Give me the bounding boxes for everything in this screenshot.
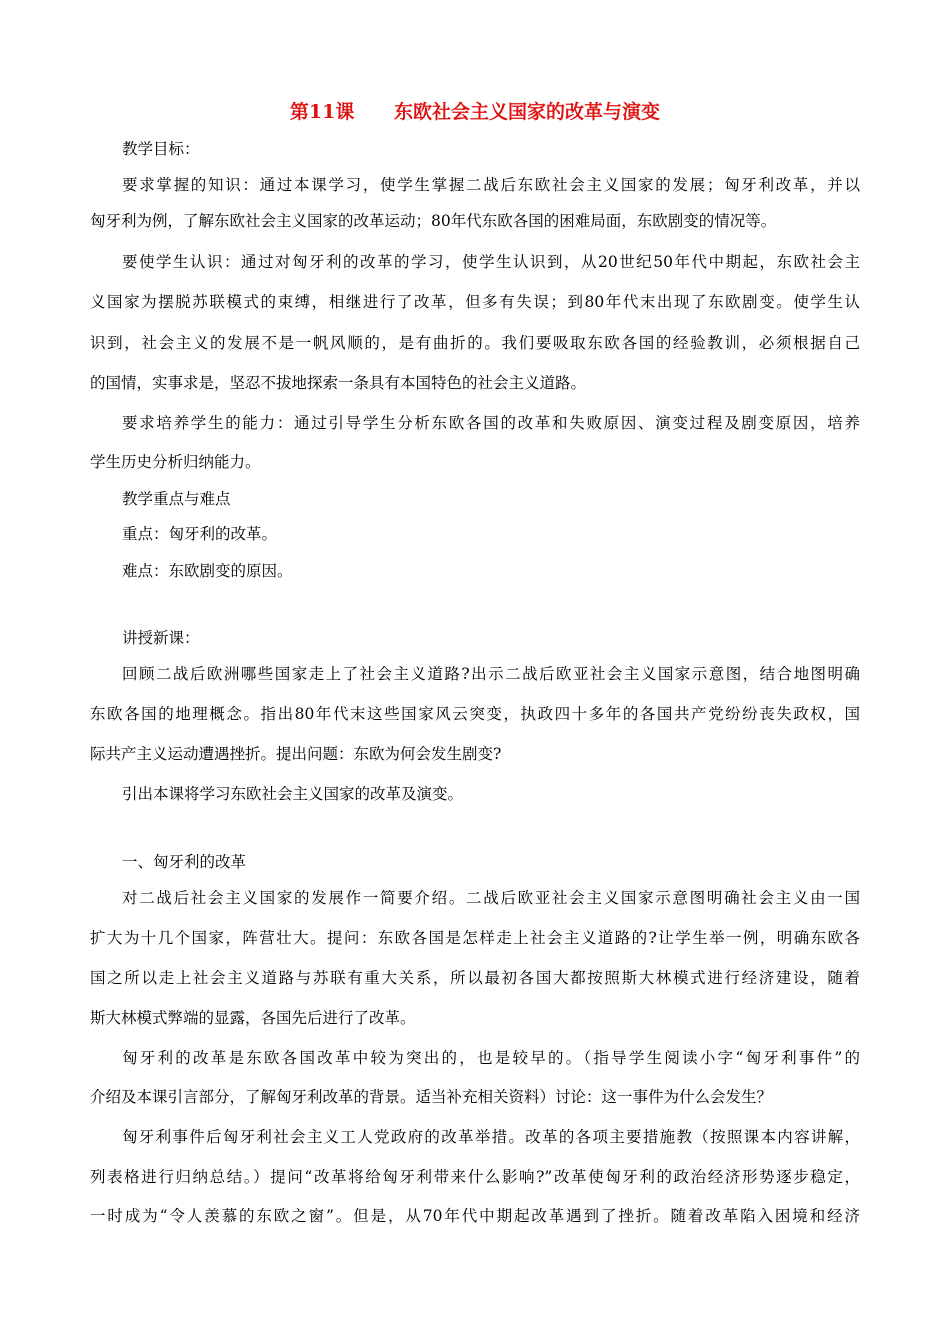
paragraph-line: 学生历史分析归纳能力。 [90, 453, 261, 471]
paragraph-line: 斯大林模式弊端的显露，各国先后进行了改革。 [90, 1009, 416, 1027]
section-label-new-lesson: 讲授新课： [122, 629, 200, 647]
paragraph-line: 引出本课将学习东欧社会主义国家的改革及演变。 [122, 785, 464, 803]
lesson-title: 第11课 东欧社会主义国家的改革与演变 [289, 101, 661, 123]
paragraph-line: 重点：匈牙利的改革。 [122, 525, 278, 543]
paragraph-line: 匈牙利事件后匈牙利社会主义工人党政府的改革举措。改革的各项主要措施教（按照课本内容讲解， [122, 1128, 860, 1146]
paragraph-line: 要求培养学生的能力：通过引导学生分析东欧各国的改革和失败原因、演变过程及剧变原因，培养 [122, 414, 860, 432]
paragraph-line: 匈牙利的改革是东欧各国改革中较为突出的，也是较早的。（指导学生阅读小字“匈牙利事件”的 [122, 1049, 860, 1067]
paragraph-line: 要求掌握的知识：通过本课学习，使学生掌握二战后东欧社会主义国家的发展；匈牙利改革，并以 [122, 176, 860, 194]
paragraph-line: 列表格进行归纳总结。）提问“改革将给匈牙利带来什么影响?”改革使匈牙利的政治经济形势逐步稳定， [90, 1168, 860, 1186]
paragraph-line: 难点：东欧剧变的原因。 [122, 562, 293, 580]
paragraph-line: 一时成为“令人羡慕的东欧之窗”。但是，从70年代中期起改革遇到了挫折。随着改革陷入困境和经济 [90, 1207, 860, 1225]
paragraph-line: 扩大为十几个国家，阵营壮大。提问：东欧各国是怎样走上社会主义道路的?让学生举一例，明确东欧各 [90, 929, 860, 947]
paragraph-line: 对二战后社会主义国家的发展作一简要介绍。二战后欧亚社会主义国家示意图明确社会主义由一国 [122, 889, 860, 907]
paragraph-line: 东欧各国的地理概念。指出80年代末这些国家风云突变，执政四十多年的各国共产党纷纷丧失政权，国 [90, 705, 860, 723]
section-label-objectives: 教学目标： [122, 140, 200, 158]
paragraph-line: 匈牙利为例，了解东欧社会主义国家的改革运动；80年代东欧各国的困难局面，东欧剧变的情况等。 [90, 212, 777, 230]
paragraph-line: 识到，社会主义的发展不是一帆风顺的，是有曲折的。我们要吸取东欧各国的经验教训，必须根据自己 [90, 334, 860, 352]
paragraph-line: 际共产主义运动遭遇挫折。提出问题：东欧为何会发生剧变? [90, 745, 502, 763]
section-heading-hungary-reform: 一、匈牙利的改革 [122, 853, 247, 871]
paragraph-line: 介绍及本课引言部分，了解匈牙利改革的背景。适当补充相关资料）讨论：这一事件为什么会发生？ [90, 1088, 773, 1106]
paragraph-line: 回顾二战后欧洲哪些国家走上了社会主义道路?出示二战后欧亚社会主义国家示意图，结合地图明确 [122, 665, 860, 683]
section-label-key-points: 教学重点与难点 [122, 490, 231, 508]
paragraph-line: 义国家为摆脱苏联模式的束缚，相继进行了改革，但多有失误；到80年代末出现了东欧剧变。使学生认 [90, 293, 860, 311]
paragraph-line: 要使学生认识：通过对匈牙利的改革的学习，使学生认识到，从20世纪50年代中期起，东欧社会主 [122, 253, 860, 271]
paragraph-line: 国之所以走上社会主义道路与苏联有重大关系，所以最初各国大都按照斯大林模式进行经济建设，随着 [90, 969, 860, 987]
paragraph-line: 的国情，实事求是，坚忍不拔地探索一条具有本国特色的社会主义道路。 [90, 374, 587, 392]
